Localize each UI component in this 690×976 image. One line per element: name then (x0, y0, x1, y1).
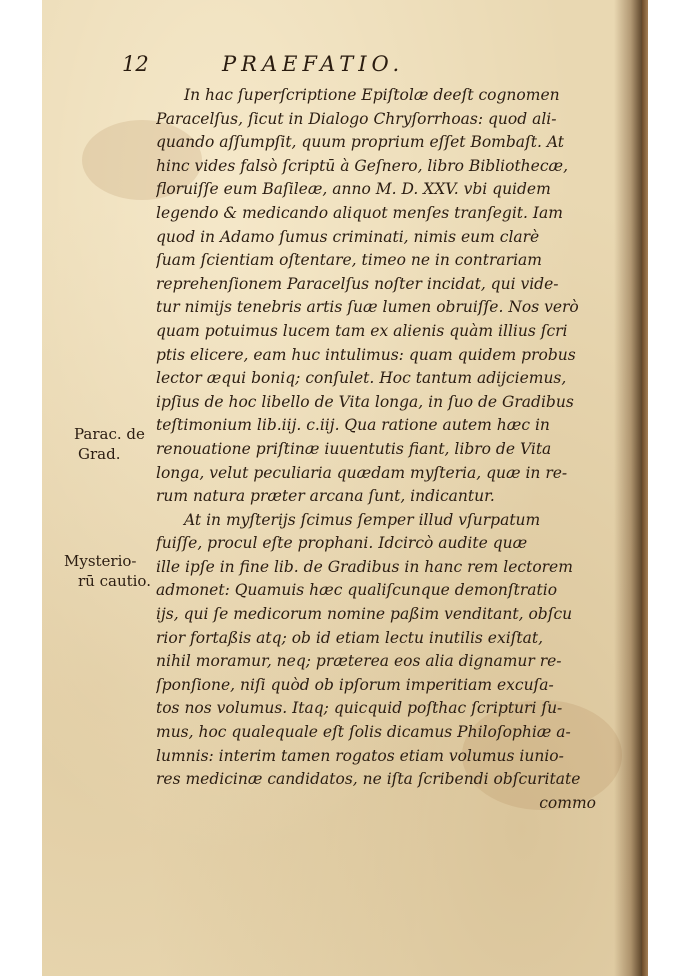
text-line: res medicinæ candidatos, ne iſta ſcribendi obſcuritate (156, 770, 581, 789)
catchword: commo (539, 793, 596, 812)
text-line: lector æqui boniq; conſulet. Hoc tantum adijciemus, (156, 369, 567, 388)
text-line: rior fortaßis atq; ob id etiam lectu inutilis exiſtat, (156, 628, 544, 647)
text-line: nihil moramur, neq; præterea eos alia dignamur re- (156, 652, 562, 671)
text-line: ipſius de hoc libello de Vita longa, in ſuo de Gradibus (156, 392, 574, 411)
margin-note-line: rū cautio. (78, 572, 151, 590)
text-line: ptis elicere, eam huc intulimus: quam quidem probus (156, 345, 576, 364)
text-line: hinc vides falsò ſcriptū à Geſnero, libro Bibliothecæ, (156, 156, 569, 175)
margin-note-mysterio (64, 551, 151, 591)
text-line: ſuam ſcientiam oſtentare, timeo ne in contrariam (156, 251, 542, 270)
text-line: In hac ſuperſcriptione Epiſtolæ deeſt cognomen (184, 86, 560, 104)
text-line: At in myſterijs ſcimus ſemper illud vſurpatum (184, 510, 541, 529)
text-line: rum natura præter arcana ſunt, indicantur. (156, 487, 495, 506)
text-line: floruiſſe eum Baſileæ, anno M. D. XXV. vbi quidem (156, 180, 551, 199)
body-text (156, 84, 596, 815)
book-edge (642, 0, 648, 976)
page-gutter-shadow (614, 0, 642, 976)
text-line: Paracelſus, ſicut in Dialogo Chryſorrhoas: quod ali- (156, 109, 557, 128)
text-line: tur nimijs tenebris artis ſuæ lumen obruiſſe. Nos verò (156, 298, 579, 317)
page-number: 12 (122, 52, 149, 76)
text-line: ſponſione, niſi quòd ob ipſorum imperitiam excuſa- (156, 675, 554, 694)
text-line: longa, velut peculiaria quædam myſteria, quæ in re- (156, 463, 568, 482)
text-line: reprehenſionem Paracelſus noſter incidat, qui vide- (156, 274, 559, 293)
margin-note-line: Mysterio- (64, 552, 137, 570)
text-line: quam potuimus lucem tam ex alienis quàm illius ſcri (156, 321, 568, 340)
text-line: admonet: Quamuis hæc qualiſcunque demonſtratio (156, 581, 558, 600)
margin-note-parac (74, 424, 145, 464)
text-line: mus, hoc qualequale eſt ſolis dicamus Philoſophiæ a- (156, 723, 571, 742)
text-line: fuiſſe, procul eſte prophani. Idcircò audite quæ (156, 534, 528, 553)
page-header (122, 52, 542, 82)
text-line: quod in Adamo ſumus criminati, nimis eum clarè (156, 227, 540, 246)
margin-note-line: Grad. (78, 445, 121, 463)
text-line: ijs, qui ſe medicorum nomine paßim venditant, obſcu (156, 605, 573, 624)
text-line: lumnis: interim tamen rogatos etiam volumus iunio- (156, 746, 564, 765)
margin-note-line: Parac. de (74, 425, 145, 443)
running-title: PRAEFATIO. (222, 52, 405, 76)
text-line: renouatione priſtinæ iuuentutis fiant, libro de Vita (156, 439, 552, 458)
text-line: ille ipſe in fine lib. de Gradibus in hanc rem lectorem (156, 557, 573, 576)
text-line: tos nos volumus. Itaq; quicquid poſthac ſcripturi ſu- (156, 699, 563, 718)
text-line: teſtimonium lib.iij. c.iij. Qua ratione autem hæc in (156, 416, 550, 435)
text-line: legendo & medicando aliquot menſes tranſegit. Iam (156, 203, 563, 222)
text-line: quando aſſumpſit, quum proprium eſſet Bombaſt. At (156, 133, 565, 152)
